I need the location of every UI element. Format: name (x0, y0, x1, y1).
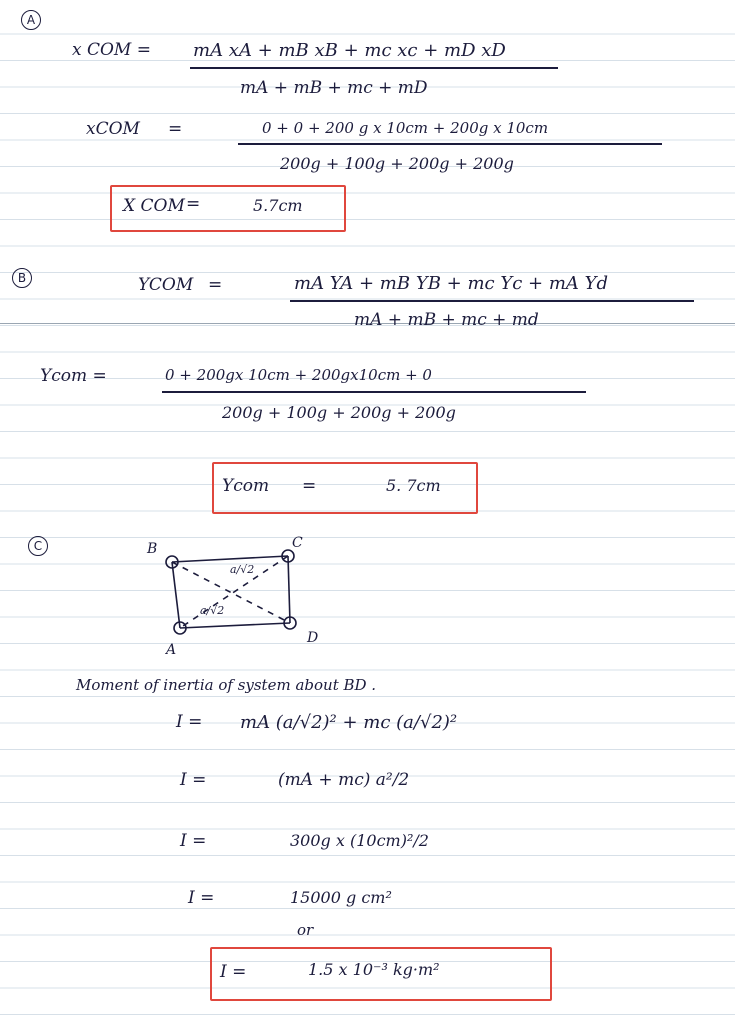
equals-sign: = (302, 476, 317, 496)
moi-line1-lhs: I = (176, 712, 203, 732)
corner-label-a: A (166, 642, 177, 658)
moi-line4-rhs: 15000 g cm² (290, 888, 392, 907)
ycom-denominator-values: 200g + 100g + 200g + 200g (222, 403, 456, 422)
moi-statement: Moment of inertia of system about BD . (76, 676, 377, 694)
part-c-label: C (28, 536, 48, 556)
ycom-result-lhs: Ycom (222, 476, 270, 496)
final-lhs: I = (220, 962, 247, 982)
final-rhs: 1.5 x 10⁻³ kg·m² (308, 960, 440, 979)
ycom-lhs-2: Ycom = (40, 366, 107, 386)
moi-line3-rhs: 300g x (10cm)²/2 (290, 831, 429, 850)
equals-sign: = (168, 119, 183, 139)
moi-line1-rhs: mA (a/√2)² + mc (a/√2)² (240, 712, 458, 733)
moi-line4-lhs: I = (188, 888, 215, 908)
moi-line2-lhs: I = (180, 770, 207, 790)
moi-line2-rhs: (mA + mc) a²/2 (278, 770, 410, 790)
xcom-denominator: mA + mB + mc + mD (240, 78, 428, 98)
ycom-denominator: mA + mB + mc + md (354, 310, 539, 330)
corner-label-d: D (307, 630, 319, 646)
side-da (180, 623, 290, 628)
xcom-lhs-1: x COM = (72, 40, 151, 60)
xcom-result-lhs: X COM (123, 196, 185, 216)
or-text: or (297, 921, 314, 939)
xcom-numerator-values: 0 + 0 + 200 g x 10cm + 200g x 10cm (262, 119, 549, 137)
equals-sign: = (208, 275, 223, 295)
ycom-numerator-values: 0 + 200gx 10cm + 200gx10cm + 0 (165, 366, 432, 384)
equals-sign: = (186, 194, 201, 214)
side-ab (172, 562, 180, 628)
xcom-lhs-2: xCOM (86, 119, 140, 139)
side-bc (172, 556, 288, 562)
xcom-result-value: 5.7cm (253, 196, 303, 215)
half-diagonal-label-bottom: a/√2 (200, 604, 225, 617)
xcom-numerator: mA xA + mB xB + mc xc + mD xD (193, 40, 506, 61)
side-cd (288, 556, 290, 623)
ycom-lhs-1: YCOM (138, 275, 194, 295)
corner-label-b: B (147, 541, 158, 557)
part-b-label: B (12, 268, 32, 288)
moi-line3-lhs: I = (180, 831, 207, 851)
ycom-result-value: 5. 7cm (386, 476, 441, 495)
half-diagonal-label-top: a/√2 (230, 563, 255, 576)
ycom-numerator: mA YA + mB YB + mc Yc + mA Yd (294, 273, 609, 294)
corner-label-c: C (292, 535, 303, 551)
xcom-denominator-values: 200g + 100g + 200g + 200g (280, 154, 514, 173)
part-a-label: A (21, 10, 41, 30)
